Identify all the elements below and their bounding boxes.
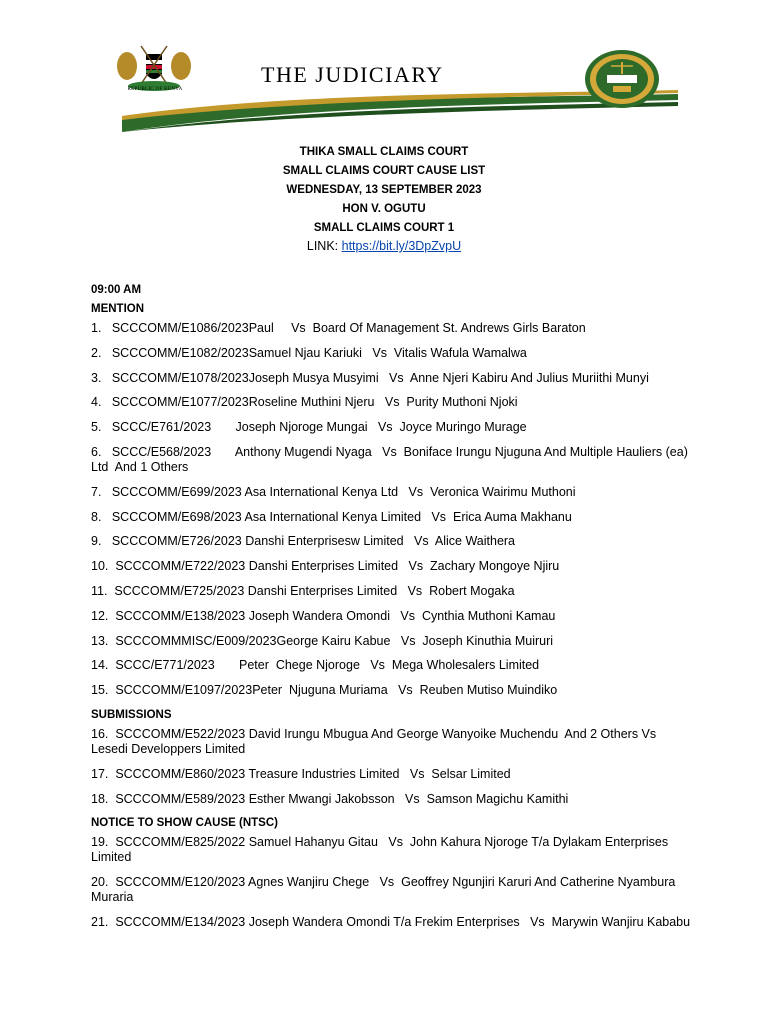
case-entry: 19. SCCCOMM/E825/2022 Samuel Hahanyu Gitau Vs John Kahura Njoroge T/a Dylakam Enterprises Limited xyxy=(91,835,672,865)
judiciary-seal-icon xyxy=(583,48,661,110)
list-title: SMALL CLAIMS COURT CAUSE LIST xyxy=(282,165,486,177)
case-entry: 18. SCCCOMM/E589/2023 Esther Mwangi Jakobsson Vs Samson Magichu Kamithi xyxy=(91,791,569,806)
presiding-judge: HON V. OGUTU xyxy=(342,203,426,215)
link-label: LINK: xyxy=(306,239,339,253)
case-entry: 12. SCCCOMM/E138/2023 Joseph Wandera Omondi Vs Cynthia Muthoni Kamau xyxy=(91,608,556,623)
section-heading: SUBMISSIONS xyxy=(91,708,172,721)
case-entry: 1. SCCCOMM/E1086/2023Paul Vs Board Of Management St. Andrews Girls Baraton xyxy=(91,321,586,335)
link-line xyxy=(0,239,768,253)
case-entry: 21. SCCCOMM/E134/2023 Joseph Wandera Omondi T/a Frekim Enterprises Vs Marywin Wanjiru Kababu xyxy=(91,914,691,929)
case-entry: 7. SCCCOMM/E699/2023 Asa International Kenya Ltd Vs Veronica Wairimu Muthoni xyxy=(91,484,576,499)
session-time: 09:00 AM xyxy=(91,284,142,296)
list-date: WEDNESDAY, 13 SEPTEMBER 2023 xyxy=(286,184,482,196)
case-entry: 3. SCCCOMM/E1078/2023Joseph Musya Musyimi Vs Anne Njeri Kabiru And Julius Muriithi Munyi xyxy=(91,370,649,385)
coat-caption: REPUBLIC OF KENYA xyxy=(127,87,183,92)
case-entry: 15. SCCCOMM/E1097/2023Peter Njuguna Muriama Vs Reuben Mutiso Muindiko xyxy=(91,683,558,698)
virtual-court-link[interactable]: https://bit.ly/3DpZvpU xyxy=(341,239,462,253)
case-entry: 4. SCCCOMM/E1077/2023Roseline Muthini Njeru Vs Purity Muthoni Njoki xyxy=(91,395,518,410)
section-heading: NOTICE TO SHOW CAUSE (NTSC) xyxy=(91,817,278,830)
case-entry: 17. SCCCOMM/E860/2023 Treasure Industries Limited Vs Selsar Limited xyxy=(91,766,511,781)
case-entry: 11. SCCCOMM/E725/2023 Danshi Enterprises Limited Vs Robert Mogaka xyxy=(91,583,515,598)
case-entry: 13. SCCCOMMMISC/E009/2023George Kairu Kabue Vs Joseph Kinuthia Muiruri xyxy=(91,633,554,648)
case-entry: 20. SCCCOMM/E120/2023 Agnes Wanjiru Chege Vs Geoffrey Ngunjiri Karuri And Catherine Nyambura Muraria xyxy=(91,875,679,905)
section-heading: MENTION xyxy=(91,303,145,315)
case-entry: 16. SCCCOMM/E522/2023 David Irungu Mbugua And George Wanyoike Muchendu And 2 Others Vs Lesedi Developpers Limited xyxy=(91,726,664,756)
case-entry: 6. SCCC/E568/2023 Anthony Mugendi Nyaga Vs Boniface Irungu Njuguna And Multiple Hauliers (ea) Ltd And 1 Others xyxy=(91,444,692,474)
cause-list xyxy=(91,283,691,940)
case-entry: 8. SCCCOMM/E698/2023 Asa International Kenya Limited Vs Erica Auma Makhanu xyxy=(91,509,572,524)
case-entry: 5. SCCC/E761/2023 Joseph Njoroge Mungai Vs Joyce Muringo Murage xyxy=(91,420,527,435)
case-entry: 10. SCCCOMM/E722/2023 Danshi Enterprises Limited Vs Zachary Mongoye Njiru xyxy=(91,559,560,574)
case-entry: 9. SCCCOMM/E726/2023 Danshi Enterprisesw Limited Vs Alice Waithera xyxy=(91,534,516,549)
courtroom: SMALL CLAIMS COURT 1 xyxy=(313,222,455,234)
brand-title: THE JUDICIARY xyxy=(261,62,444,87)
case-entry: 2. SCCCOMM/E1082/2023Samuel Njau Kariuki Vs Vitalis Wafula Wamalwa xyxy=(91,345,527,360)
court-name: THIKA SMALL CLAIMS COURT xyxy=(299,146,469,158)
case-entry: 14. SCCC/E771/2023 Peter Chege Njoroge Vs Mega Wholesalers Limited xyxy=(91,658,540,673)
